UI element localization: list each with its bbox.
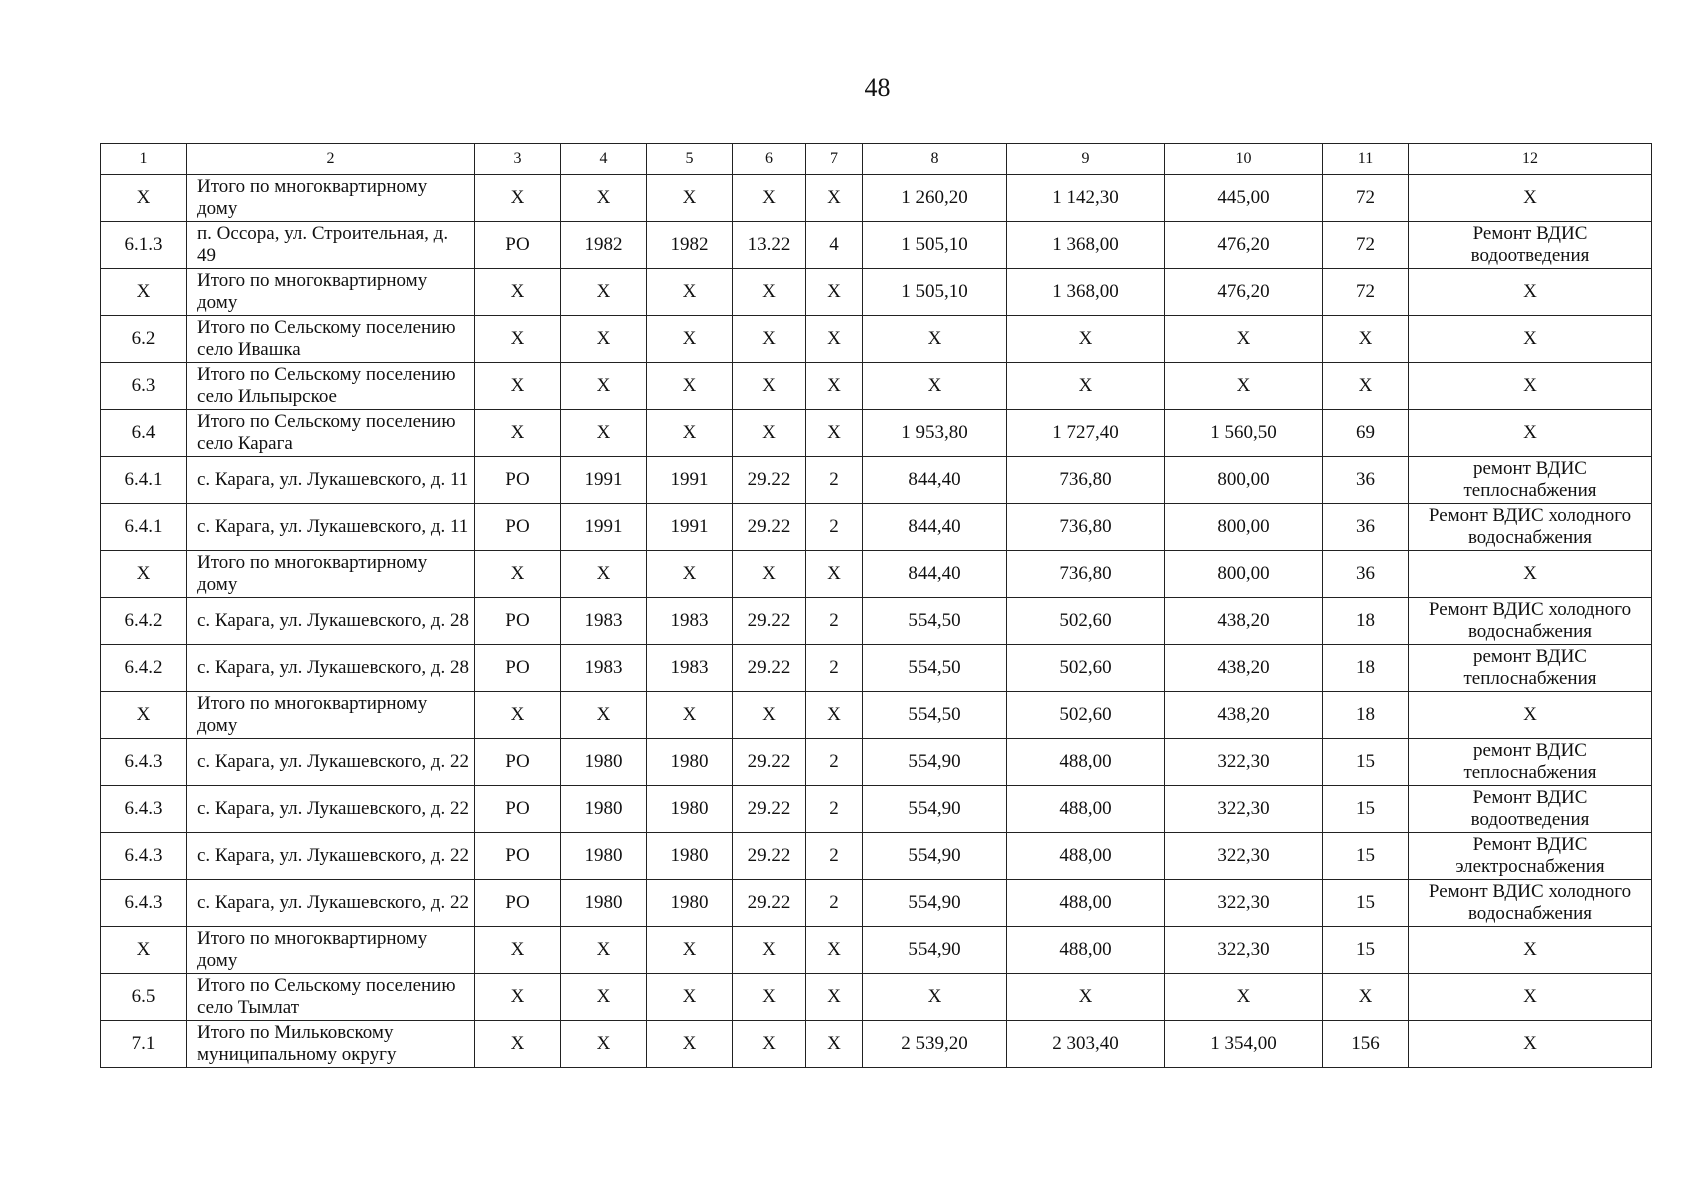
year-built-cell: Х (561, 692, 647, 739)
code-cell: 29.22 (733, 880, 806, 927)
year-commissioned-cell: Х (647, 269, 733, 316)
year-commissioned-cell: Х (647, 974, 733, 1021)
table-row (101, 316, 1652, 363)
floors-cell: 2 (806, 457, 863, 504)
nonliving-area-cell: 800,00 (1165, 457, 1323, 504)
table-row (101, 645, 1652, 692)
residents-cell: 72 (1323, 175, 1409, 222)
code-cell: Х (733, 363, 806, 410)
address-cell: с. Карага, ул. Лукашевского, д. 11 (187, 504, 475, 551)
year-built-cell: 1980 (561, 880, 647, 927)
work-type-cell: Ремонт ВДИС холодного водоснабжения (1409, 504, 1652, 551)
total-area-cell: 554,90 (863, 739, 1007, 786)
type-cell: Х (475, 316, 561, 363)
type-cell: РО (475, 504, 561, 551)
item-number-cell: Х (101, 551, 187, 598)
work-type-cell: Х (1409, 363, 1652, 410)
living-area-cell: 736,80 (1007, 551, 1165, 598)
address-cell: Итого по Сельскому поселению село Ильпырское (187, 363, 475, 410)
nonliving-area-cell: 438,20 (1165, 692, 1323, 739)
living-area-cell: 488,00 (1007, 739, 1165, 786)
table-row (101, 974, 1652, 1021)
work-type-cell: Ремонт ВДИС холодного водоснабжения (1409, 598, 1652, 645)
year-built-cell: Х (561, 974, 647, 1021)
floors-cell: 4 (806, 222, 863, 269)
table-row (101, 692, 1652, 739)
total-area-cell: 554,50 (863, 598, 1007, 645)
total-area-cell: 554,90 (863, 833, 1007, 880)
living-area-cell: 736,80 (1007, 504, 1165, 551)
residents-cell: 18 (1323, 598, 1409, 645)
living-area-cell: 1 368,00 (1007, 222, 1165, 269)
total-area-cell: Х (863, 974, 1007, 1021)
year-built-cell: Х (561, 316, 647, 363)
type-cell: РО (475, 598, 561, 645)
year-commissioned-cell: Х (647, 316, 733, 363)
residents-cell: 15 (1323, 880, 1409, 927)
floors-cell: 2 (806, 833, 863, 880)
residents-cell: 15 (1323, 927, 1409, 974)
column-number-4: 4 (561, 144, 647, 175)
address-cell: Итого по многоквартирному дому (187, 175, 475, 222)
residents-cell: 15 (1323, 739, 1409, 786)
address-cell: Итого по многоквартирному дому (187, 927, 475, 974)
table-row (101, 175, 1652, 222)
table-row (101, 551, 1652, 598)
residents-cell: 36 (1323, 457, 1409, 504)
code-cell: 29.22 (733, 833, 806, 880)
living-area-cell: Х (1007, 316, 1165, 363)
nonliving-area-cell: 322,30 (1165, 739, 1323, 786)
type-cell: РО (475, 833, 561, 880)
living-area-cell: 502,60 (1007, 645, 1165, 692)
table-row (101, 833, 1652, 880)
year-commissioned-cell: 1980 (647, 880, 733, 927)
item-number-cell: 6.5 (101, 974, 187, 1021)
nonliving-area-cell: Х (1165, 363, 1323, 410)
living-area-cell: 502,60 (1007, 692, 1165, 739)
nonliving-area-cell: 1 560,50 (1165, 410, 1323, 457)
living-area-cell: 1 368,00 (1007, 269, 1165, 316)
floors-cell: Х (806, 551, 863, 598)
column-number-1: 1 (101, 144, 187, 175)
column-number-3: 3 (475, 144, 561, 175)
total-area-cell: 844,40 (863, 457, 1007, 504)
year-commissioned-cell: 1983 (647, 598, 733, 645)
floors-cell: Х (806, 316, 863, 363)
residents-cell: 72 (1323, 222, 1409, 269)
code-cell: Х (733, 1021, 806, 1068)
address-cell: с. Карага, ул. Лукашевского, д. 11 (187, 457, 475, 504)
floors-cell: 2 (806, 739, 863, 786)
year-commissioned-cell: Х (647, 175, 733, 222)
year-built-cell: Х (561, 175, 647, 222)
item-number-cell: 7.1 (101, 1021, 187, 1068)
table-row (101, 598, 1652, 645)
nonliving-area-cell: 1 354,00 (1165, 1021, 1323, 1068)
floors-cell: Х (806, 363, 863, 410)
year-built-cell: Х (561, 363, 647, 410)
year-commissioned-cell: 1991 (647, 504, 733, 551)
floors-cell: Х (806, 927, 863, 974)
address-cell: Итого по многоквартирному дому (187, 269, 475, 316)
type-cell: Х (475, 1021, 561, 1068)
floors-cell: Х (806, 269, 863, 316)
work-type-cell: ремонт ВДИС теплоснабжения (1409, 739, 1652, 786)
code-cell: Х (733, 551, 806, 598)
nonliving-area-cell: 322,30 (1165, 833, 1323, 880)
item-number-cell: 6.4.3 (101, 739, 187, 786)
living-area-cell: 488,00 (1007, 786, 1165, 833)
type-cell: РО (475, 222, 561, 269)
total-area-cell: 2 539,20 (863, 1021, 1007, 1068)
year-commissioned-cell: Х (647, 551, 733, 598)
address-cell: Итого по многоквартирному дому (187, 692, 475, 739)
total-area-cell: 1 953,80 (863, 410, 1007, 457)
table-row (101, 739, 1652, 786)
floors-cell: Х (806, 974, 863, 1021)
year-commissioned-cell: Х (647, 692, 733, 739)
year-built-cell: 1980 (561, 833, 647, 880)
nonliving-area-cell: 438,20 (1165, 645, 1323, 692)
year-built-cell: 1983 (561, 598, 647, 645)
total-area-cell: 1 505,10 (863, 269, 1007, 316)
nonliving-area-cell: 476,20 (1165, 269, 1323, 316)
year-commissioned-cell: 1991 (647, 457, 733, 504)
column-number-6: 6 (733, 144, 806, 175)
item-number-cell: 6.4 (101, 410, 187, 457)
address-cell: Итого по Мильковскому муниципальному округу (187, 1021, 475, 1068)
table-row (101, 410, 1652, 457)
address-cell: Итого по Сельскому поселению село Тымлат (187, 974, 475, 1021)
work-type-cell: Х (1409, 410, 1652, 457)
year-commissioned-cell: 1983 (647, 645, 733, 692)
code-cell: Х (733, 269, 806, 316)
residents-cell: Х (1323, 363, 1409, 410)
type-cell: РО (475, 457, 561, 504)
item-number-cell: Х (101, 927, 187, 974)
nonliving-area-cell: 476,20 (1165, 222, 1323, 269)
work-type-cell: Х (1409, 692, 1652, 739)
address-cell: п. Оссора, ул. Строительная, д. 49 (187, 222, 475, 269)
total-area-cell: 554,50 (863, 692, 1007, 739)
nonliving-area-cell: 438,20 (1165, 598, 1323, 645)
nonliving-area-cell: 445,00 (1165, 175, 1323, 222)
floors-cell: Х (806, 692, 863, 739)
residents-cell: 72 (1323, 269, 1409, 316)
table-body (101, 144, 1652, 1068)
floors-cell: 2 (806, 880, 863, 927)
year-built-cell: Х (561, 410, 647, 457)
table-row (101, 222, 1652, 269)
year-commissioned-cell: 1980 (647, 833, 733, 880)
year-commissioned-cell: 1982 (647, 222, 733, 269)
living-area-cell: 488,00 (1007, 927, 1165, 974)
work-type-cell: ремонт ВДИС теплоснабжения (1409, 645, 1652, 692)
year-built-cell: 1980 (561, 786, 647, 833)
year-built-cell: 1982 (561, 222, 647, 269)
floors-cell: 2 (806, 645, 863, 692)
code-cell: 29.22 (733, 457, 806, 504)
address-cell: с. Карага, ул. Лукашевского, д. 28 (187, 645, 475, 692)
address-cell: с. Карага, ул. Лукашевского, д. 22 (187, 739, 475, 786)
residents-cell: 15 (1323, 786, 1409, 833)
data-table (100, 143, 1652, 1068)
code-cell: 29.22 (733, 504, 806, 551)
code-cell: Х (733, 927, 806, 974)
code-cell: Х (733, 316, 806, 363)
item-number-cell: 6.4.3 (101, 786, 187, 833)
residents-cell: 156 (1323, 1021, 1409, 1068)
floors-cell: 2 (806, 504, 863, 551)
work-type-cell: Х (1409, 269, 1652, 316)
address-cell: Итого по многоквартирному дому (187, 551, 475, 598)
year-built-cell: 1991 (561, 504, 647, 551)
type-cell: Х (475, 927, 561, 974)
column-number-7: 7 (806, 144, 863, 175)
residents-cell: 18 (1323, 692, 1409, 739)
total-area-cell: 554,90 (863, 880, 1007, 927)
address-cell: с. Карага, ул. Лукашевского, д. 22 (187, 833, 475, 880)
living-area-cell: Х (1007, 363, 1165, 410)
residents-cell: 36 (1323, 551, 1409, 598)
column-number-10: 10 (1165, 144, 1323, 175)
floors-cell: Х (806, 175, 863, 222)
table-row (101, 363, 1652, 410)
total-area-cell: 554,50 (863, 645, 1007, 692)
total-area-cell: 1 260,20 (863, 175, 1007, 222)
work-type-cell: Ремонт ВДИС холодного водоснабжения (1409, 880, 1652, 927)
address-cell: Итого по Сельскому поселению село Ивашка (187, 316, 475, 363)
code-cell: 29.22 (733, 598, 806, 645)
code-cell: 29.22 (733, 645, 806, 692)
living-area-cell: 1 727,40 (1007, 410, 1165, 457)
work-type-cell: Ремонт ВДИС электроснабжения (1409, 833, 1652, 880)
item-number-cell: 6.4.2 (101, 598, 187, 645)
type-cell: РО (475, 786, 561, 833)
type-cell: РО (475, 739, 561, 786)
total-area-cell: Х (863, 316, 1007, 363)
column-number-5: 5 (647, 144, 733, 175)
year-commissioned-cell: Х (647, 927, 733, 974)
nonliving-area-cell: 800,00 (1165, 551, 1323, 598)
address-cell: с. Карага, ул. Лукашевского, д. 28 (187, 598, 475, 645)
address-cell: с. Карага, ул. Лукашевского, д. 22 (187, 786, 475, 833)
work-type-cell: Х (1409, 927, 1652, 974)
nonliving-area-cell: Х (1165, 974, 1323, 1021)
residents-cell: 18 (1323, 645, 1409, 692)
code-cell: 13.22 (733, 222, 806, 269)
column-number-row (101, 144, 1652, 175)
nonliving-area-cell: 322,30 (1165, 927, 1323, 974)
item-number-cell: 6.4.1 (101, 457, 187, 504)
year-built-cell: Х (561, 1021, 647, 1068)
table-row (101, 457, 1652, 504)
code-cell: Х (733, 692, 806, 739)
residents-cell: 36 (1323, 504, 1409, 551)
item-number-cell: 6.4.3 (101, 833, 187, 880)
item-number-cell: 6.4.2 (101, 645, 187, 692)
work-type-cell: Х (1409, 974, 1652, 1021)
item-number-cell: 6.4.3 (101, 880, 187, 927)
floors-cell: Х (806, 410, 863, 457)
code-cell: Х (733, 974, 806, 1021)
address-cell: Итого по Сельскому поселению село Карага (187, 410, 475, 457)
year-commissioned-cell: 1980 (647, 739, 733, 786)
residents-cell: 15 (1323, 833, 1409, 880)
item-number-cell: Х (101, 692, 187, 739)
type-cell: Х (475, 175, 561, 222)
total-area-cell: Х (863, 363, 1007, 410)
type-cell: Х (475, 269, 561, 316)
floors-cell: 2 (806, 786, 863, 833)
table-row (101, 269, 1652, 316)
nonliving-area-cell: 800,00 (1165, 504, 1323, 551)
year-commissioned-cell: Х (647, 363, 733, 410)
type-cell: Х (475, 974, 561, 1021)
work-type-cell: Ремонт ВДИС водоотведения (1409, 786, 1652, 833)
work-type-cell: Х (1409, 551, 1652, 598)
table-row (101, 927, 1652, 974)
column-number-9: 9 (1007, 144, 1165, 175)
table-row (101, 880, 1652, 927)
year-commissioned-cell: Х (647, 1021, 733, 1068)
nonliving-area-cell: Х (1165, 316, 1323, 363)
year-built-cell: 1983 (561, 645, 647, 692)
living-area-cell: Х (1007, 974, 1165, 1021)
living-area-cell: 488,00 (1007, 833, 1165, 880)
code-cell: 29.22 (733, 739, 806, 786)
floors-cell: Х (806, 1021, 863, 1068)
nonliving-area-cell: 322,30 (1165, 786, 1323, 833)
living-area-cell: 736,80 (1007, 457, 1165, 504)
nonliving-area-cell: 322,30 (1165, 880, 1323, 927)
year-commissioned-cell: 1980 (647, 786, 733, 833)
year-built-cell: 1991 (561, 457, 647, 504)
work-type-cell: Х (1409, 1021, 1652, 1068)
code-cell: Х (733, 410, 806, 457)
total-area-cell: 844,40 (863, 551, 1007, 598)
code-cell: 29.22 (733, 786, 806, 833)
type-cell: Х (475, 692, 561, 739)
work-type-cell: Х (1409, 316, 1652, 363)
residents-cell: 69 (1323, 410, 1409, 457)
living-area-cell: 2 303,40 (1007, 1021, 1165, 1068)
type-cell: Х (475, 410, 561, 457)
item-number-cell: 6.1.3 (101, 222, 187, 269)
column-number-2: 2 (187, 144, 475, 175)
item-number-cell: Х (101, 269, 187, 316)
column-number-8: 8 (863, 144, 1007, 175)
column-number-12: 12 (1409, 144, 1652, 175)
item-number-cell: 6.2 (101, 316, 187, 363)
work-type-cell: Х (1409, 175, 1652, 222)
year-built-cell: Х (561, 269, 647, 316)
total-area-cell: 1 505,10 (863, 222, 1007, 269)
type-cell: РО (475, 645, 561, 692)
table-row (101, 1021, 1652, 1068)
floors-cell: 2 (806, 598, 863, 645)
total-area-cell: 554,90 (863, 927, 1007, 974)
total-area-cell: 844,40 (863, 504, 1007, 551)
residents-cell: Х (1323, 974, 1409, 1021)
item-number-cell: Х (101, 175, 187, 222)
page-number: 48 (864, 73, 891, 102)
work-type-cell: Ремонт ВДИС водоотведения (1409, 222, 1652, 269)
year-built-cell: 1980 (561, 739, 647, 786)
living-area-cell: 1 142,30 (1007, 175, 1165, 222)
residents-cell: Х (1323, 316, 1409, 363)
code-cell: Х (733, 175, 806, 222)
work-type-cell: ремонт ВДИС теплоснабжения (1409, 457, 1652, 504)
address-cell: с. Карага, ул. Лукашевского, д. 22 (187, 880, 475, 927)
column-number-11: 11 (1323, 144, 1409, 175)
item-number-cell: 6.4.1 (101, 504, 187, 551)
year-built-cell: Х (561, 551, 647, 598)
type-cell: Х (475, 551, 561, 598)
total-area-cell: 554,90 (863, 786, 1007, 833)
item-number-cell: 6.3 (101, 363, 187, 410)
living-area-cell: 488,00 (1007, 880, 1165, 927)
living-area-cell: 502,60 (1007, 598, 1165, 645)
table-row (101, 504, 1652, 551)
year-built-cell: Х (561, 927, 647, 974)
type-cell: Х (475, 363, 561, 410)
table-row (101, 786, 1652, 833)
year-commissioned-cell: Х (647, 410, 733, 457)
type-cell: РО (475, 880, 561, 927)
